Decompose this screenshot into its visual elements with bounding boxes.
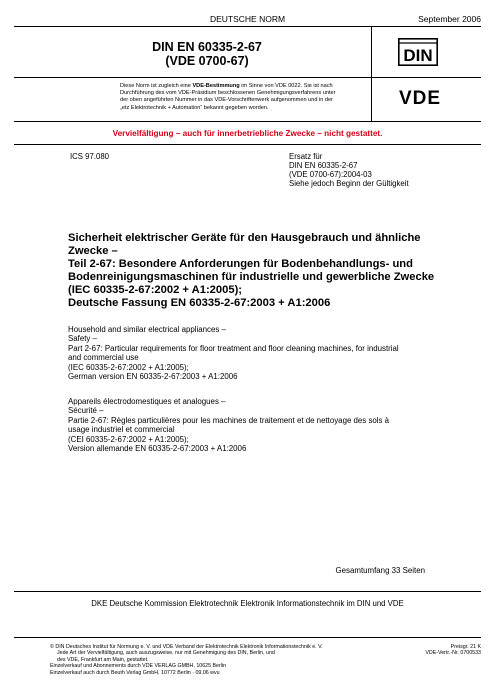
vde-number: (VDE 0700-67) (165, 54, 249, 68)
replaces-line: (VDE 0700-67):2004-03 (289, 170, 372, 179)
reproduction-warning: Vervielfältigung – auch für innerbetriebliche Zwecke – nicht gestattet. (112, 129, 383, 138)
english-title-line: Household and similar electrical appliances – (68, 325, 226, 334)
copyright-line: des VDE, Frankfurt am Main, gestattet. (57, 656, 149, 663)
divider-line (14, 77, 481, 78)
german-title-line: Sicherheit elektrischer Geräte für den Hausgebrauch und ähnliche (68, 232, 421, 244)
french-title-line: Version allemande EN 60335-2-67:2003 + A1:2006 (68, 444, 247, 454)
french-title (68, 397, 433, 453)
french-title-line: Appareils électrodomestiques et analogues – (68, 397, 226, 406)
divider-line (14, 26, 481, 27)
french-title-line: Sécurité – (68, 406, 104, 416)
notice-line: der oben angeführten Nummer in das VDE-Vorschriftenwerk aufgenommen und in der (120, 97, 333, 104)
english-title-line: Safety – (68, 334, 97, 344)
divider-line (14, 591, 481, 592)
vde-notice (120, 83, 365, 112)
norm-type-label: DEUTSCHE NORM (209, 14, 286, 24)
copyright-line: © DIN Deutsches Institut für Normung e. V. und VDE Verband der Elektrotechnik Elektronik Informationstechnik e. V. (50, 644, 323, 650)
ics-code: ICS 97.080 (70, 152, 110, 161)
german-title-line: Bodenreinigungsmaschinen für industrielle und gewerbliche Zwecke (68, 271, 435, 283)
divider-line (14, 144, 481, 145)
replaces-line: DIN EN 60335-2-67 (289, 161, 358, 170)
notice-line: „etz Elektrotechnik + Automation“ bekannt gegeben worden. (120, 104, 269, 111)
german-title-line: Zwecke – (68, 245, 118, 257)
replaces-line: Ersatz für (289, 152, 323, 161)
divider-line (371, 26, 372, 121)
french-title-line: (CEI 60335-2-67:2002 + A1:2005); (68, 434, 189, 444)
vde-contract-number: VDE-Vertr.-Nr. 0700533 (425, 650, 481, 657)
german-title-line: Deutsche Fassung EN 60335-2-67:2003 + A1:2006 (68, 297, 331, 309)
german-title-line: (IEC 60335-2-67:2002 + A1:2005); (68, 284, 243, 296)
replaces-block (289, 152, 409, 188)
copyright-block (50, 644, 375, 676)
price-group: Preisgr. 21 K (450, 644, 481, 650)
vde-logo-text: VDE (398, 88, 442, 106)
french-title-line: Partie 2-67: Règles particulières pour les machines de traitement et de nettoyage des sols à (68, 415, 390, 425)
english-title-line: Part 2-67: Particular requirements for floor treatment and floor cleaning machines, for industrial (68, 343, 399, 353)
english-title-line: and commercial use (68, 353, 139, 363)
total-pages: Gesamtumfang 33 Seiten (335, 566, 425, 575)
notice-line: Durchführung des vom VDE-Präsidium beschlossenen Genehmigungsverfahrens unter (120, 90, 336, 97)
price-block (425, 644, 481, 657)
english-title-line: (IEC 60335-2-67:2002 + A1:2005); (68, 362, 189, 372)
german-title-line: Teil 2-67: Besondere Anforderungen für Bodenbehandlungs- und (68, 258, 413, 270)
sales-line: Einzelverkauf auch durch Beuth Verlag GmbH, 10772 Berlin · 09.06 wvu (50, 669, 220, 676)
committee-line: DKE Deutsche Kommission Elektrotechnik Elektronik Informationstechnik im DIN und VDE (91, 599, 404, 608)
notice-line: Diese Norm ist zugleich eine VDE-Bestimmung im Sinne von VDE 0022. Sie ist nach (120, 83, 333, 89)
copyright-line: Jede Art der Vervielfältigung, auch auszugsweise, nur mit Genehmigung des DIN, Berlin, und (57, 650, 275, 657)
din-logo (398, 38, 438, 66)
english-title (68, 325, 433, 381)
document-number: DIN EN 60335-2-67 (152, 40, 262, 54)
sales-line: Einzelverkauf und Abonnements durch VDE VERLAG GMBH, 10625 Berlin (50, 663, 227, 670)
publication-date: September 2006 (418, 14, 481, 24)
french-title-line: usage industriel et commercial (68, 425, 175, 435)
german-title (68, 232, 435, 310)
vde-logo (392, 88, 448, 106)
divider-line (14, 121, 481, 122)
english-title-line: German version EN 60335-2-67:2003 + A1:2006 (68, 372, 238, 382)
replaces-line: Siehe jedoch Beginn der Gültigkeit (289, 179, 409, 188)
divider-line (14, 637, 481, 638)
din-logo-text: DIN (403, 46, 433, 65)
